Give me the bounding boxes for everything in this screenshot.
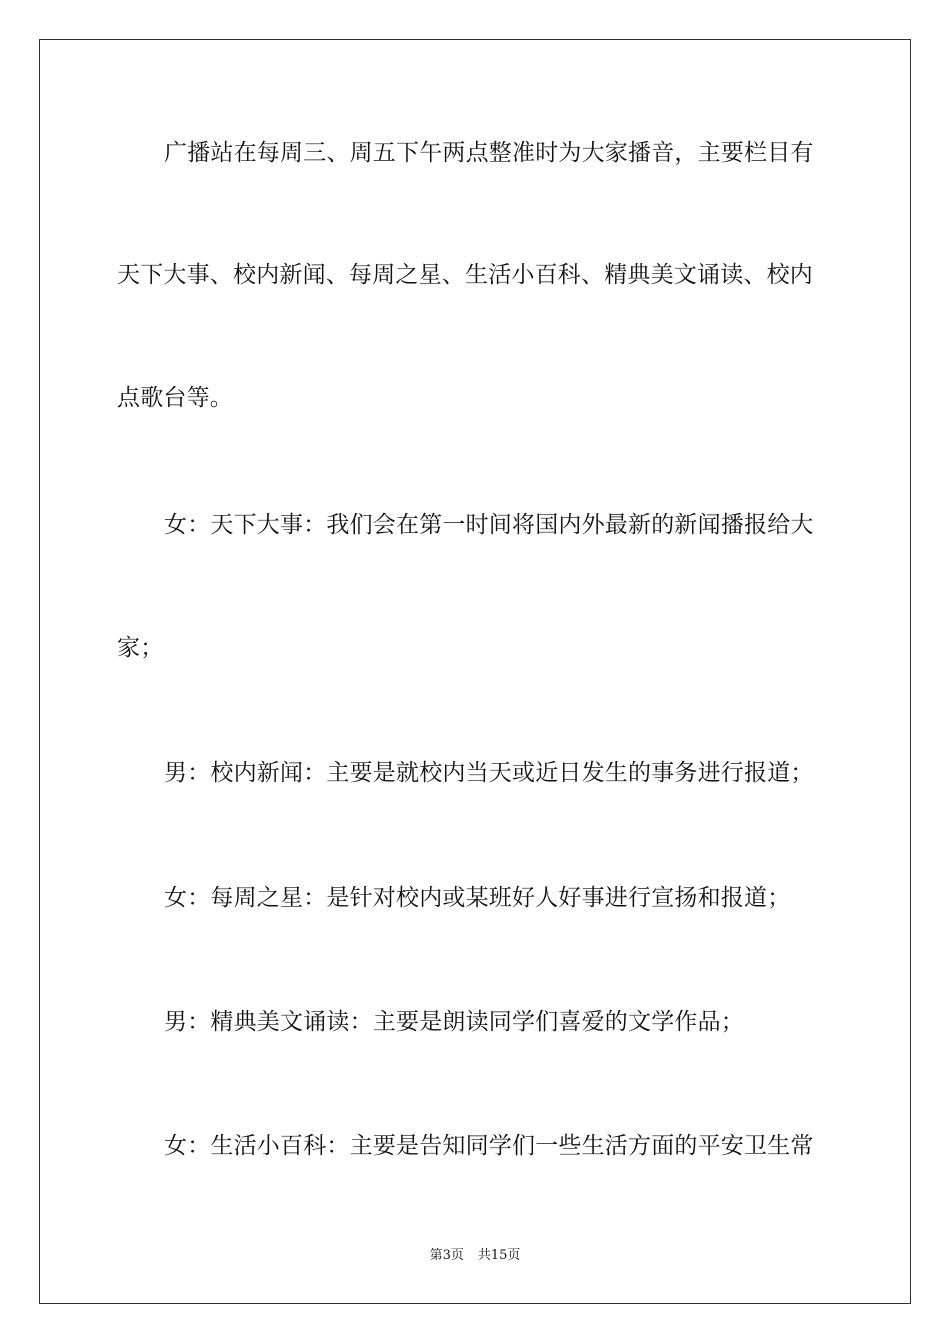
paragraph-line: 点歌台等。 (117, 385, 233, 411)
paragraph-line: 广播站在每周三、周五下午两点整准时为大家播音，主要栏目有 (164, 140, 814, 166)
paragraph-line: 家； (117, 635, 164, 661)
paragraph-line: 女：天下大事：我们会在第一时间将国内外最新的新闻播报给大 (164, 512, 814, 538)
current-page-number: 第3页 (429, 1248, 464, 1263)
paragraph-line: 女：生活小百科：主要是告知同学们一些生活方面的平安卫生常 (164, 1133, 814, 1159)
paragraph-line: 天下大事、校内新闻、每周之星、生活小百科、精典美文诵读、校内 (117, 262, 813, 288)
paragraph-line: 男：精典美文诵读：主要是朗读同学们喜爱的文学作品； (164, 1009, 744, 1035)
total-pages: 共15页 (477, 1248, 521, 1263)
paragraph-line: 女：每周之星：是针对校内或某班好人好事进行宣扬和报道； (164, 885, 791, 911)
page-footer (0, 1247, 950, 1265)
paragraph-line: 男：校内新闻：主要是就校内当天或近日发生的事务进行报道； (164, 760, 814, 786)
page-border (39, 39, 911, 1304)
